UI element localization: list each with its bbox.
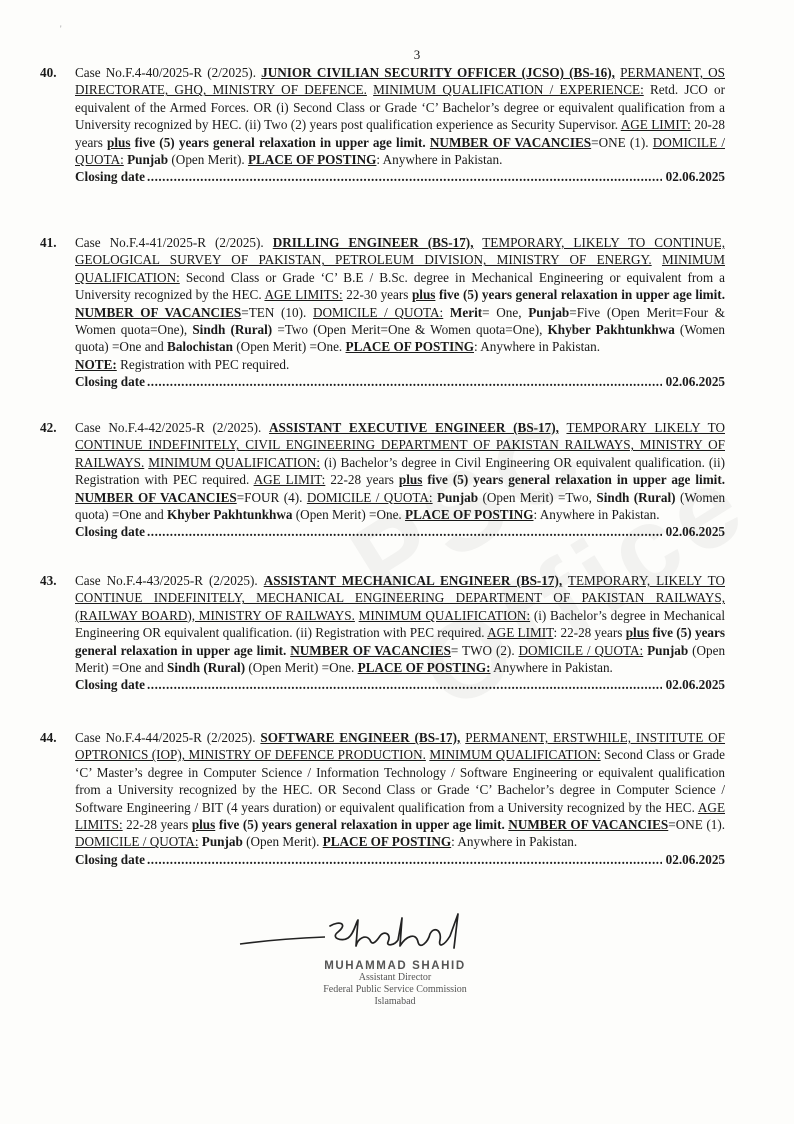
quota-detail: = One, bbox=[482, 304, 522, 320]
post-title: ASSISTANT MECHANICAL ENGINEER (BS-17), bbox=[263, 573, 563, 588]
qualification-label: MINIMUM QUALIFICATION: bbox=[148, 454, 321, 470]
entry-number: 41. bbox=[40, 235, 57, 250]
vacancies-text: =FOUR (4). bbox=[236, 489, 303, 505]
closing-label: Closing date bbox=[75, 851, 145, 867]
leader-dots bbox=[147, 676, 662, 693]
quota-detail: (Open Merit) =One. bbox=[248, 660, 355, 676]
quota-region: Sindh (Rural) bbox=[167, 660, 246, 676]
domicile-label: DOMICILE / QUOTA: bbox=[75, 134, 725, 168]
domicile-bold: Punjab bbox=[127, 152, 169, 168]
vacancies-label: NUMBER OF VACANCIES bbox=[290, 642, 451, 658]
plus-word: plus bbox=[625, 625, 650, 641]
closing-row bbox=[75, 676, 725, 693]
vacancy-entry-40 bbox=[40, 64, 725, 186]
age-text: 22-30 years bbox=[346, 287, 409, 303]
posting-text: : Anywhere in Pakistan. bbox=[533, 507, 660, 523]
relaxation-text: five (5) years general relaxation in upper age limit. bbox=[218, 817, 505, 833]
corner-mark: ' bbox=[60, 24, 62, 34]
quota-region: Balochistan bbox=[167, 339, 233, 355]
closing-row bbox=[75, 851, 725, 868]
age-label: AGE LIMIT: bbox=[253, 472, 326, 488]
closing-date: 02.06.2025 bbox=[665, 851, 725, 867]
relaxation-text: five (5) years general relaxation in upper age limit. bbox=[427, 472, 726, 488]
vacancy-entry-42 bbox=[40, 419, 725, 541]
signatory-city: Islamabad bbox=[374, 996, 416, 1007]
qualification-text: (i) Bachelor’s degree in Mechanical Engineering OR equivalent qualification. (ii) Registration with PEC required. bbox=[75, 607, 725, 641]
leader-dots bbox=[147, 523, 662, 540]
closing-row bbox=[75, 523, 725, 540]
quota-detail: (Open Merit) =One and bbox=[75, 642, 726, 676]
closing-label: Closing date bbox=[75, 524, 145, 540]
post-title: DRILLING ENGINEER (BS-17), bbox=[272, 235, 474, 250]
quota-detail: (Open Merit) =Two, bbox=[482, 489, 592, 505]
domicile-label: DOMICILE / QUOTA: bbox=[312, 304, 444, 320]
note-row bbox=[75, 356, 725, 373]
qualification-text: Retd. JCO or equivalent of the Armed Forces. OR (i) Second Class or Grade ‘C’ Bachelor’s degree or equivalent qualification from a University recognized by HEC. (ii) Two (2) years post qualification experience as Security Supervisor. bbox=[75, 82, 726, 133]
posting-label: PLACE OF POSTING bbox=[405, 507, 534, 523]
post-title: SOFTWARE ENGINEER (BS-17), bbox=[260, 730, 461, 745]
posting-text: Anywhere in Pakistan. bbox=[493, 660, 613, 676]
note-label: NOTE: bbox=[75, 356, 117, 372]
plus-word: plus bbox=[398, 472, 423, 488]
posting-label: PLACE OF POSTING bbox=[345, 339, 474, 355]
closing-label: Closing date bbox=[75, 374, 145, 390]
qualification-text: Second Class or Grade ‘C’ B.E / B.Sc. degree in Mechanical Engineering or equivalent from a University recognized by the HEC. bbox=[75, 269, 726, 303]
department: PERMANENT, ERSTWHILE, INSTITUTE OF OPTRONICS (IOP), MINISTRY OF DEFENCE PRODUCTION. bbox=[75, 730, 726, 763]
signature-block bbox=[230, 912, 530, 1008]
age-label: AGE LIMIT: bbox=[620, 117, 691, 133]
vacancy-entry-41 bbox=[40, 234, 725, 391]
vacancies-text: =ONE (1). bbox=[591, 134, 649, 150]
domicile-text: (Open Merit). bbox=[171, 152, 245, 168]
vacancy-entry-44 bbox=[40, 729, 725, 868]
age-text: 22-28 years bbox=[126, 817, 189, 833]
age-text: : 22-28 years bbox=[553, 625, 623, 641]
quota-region: Punjab bbox=[437, 489, 479, 505]
qualification-label: MINIMUM QUALIFICATION: bbox=[75, 252, 725, 285]
relaxation-text: five (5) years general relaxation in upper age limit. bbox=[134, 134, 426, 150]
closing-label: Closing date bbox=[75, 169, 145, 185]
vacancy-entry-43 bbox=[40, 572, 725, 694]
leader-dots bbox=[147, 373, 662, 390]
department: TEMPORARY, LIKELY TO CONTINUE, GEOLOGICAL SURVEY OF PAKISTAN, PETROLEUM DIVISION, MINISTRY OF ENERGY. bbox=[75, 235, 725, 268]
quota-detail: =Two (Open Merit=One & Women quota=One), bbox=[277, 322, 543, 338]
posting-text: : Anywhere in Pakistan. bbox=[451, 834, 578, 850]
vacancies-text: = TWO (2). bbox=[450, 642, 515, 658]
quota-region: Sindh (Rural) bbox=[192, 322, 273, 338]
closing-row bbox=[75, 168, 725, 185]
leader-dots bbox=[147, 851, 662, 868]
leader-dots bbox=[147, 168, 662, 185]
signatory-organization: Federal Public Service Commission bbox=[323, 984, 467, 995]
plus-word: plus bbox=[411, 287, 436, 303]
qualification-label: MINIMUM QUALIFICATION: bbox=[358, 607, 531, 623]
domicile-label: DOMICILE / QUOTA: bbox=[75, 834, 199, 850]
closing-date: 02.06.2025 bbox=[665, 677, 725, 693]
qualification-label: MINIMUM QUALIFICATION / EXPERIENCE: bbox=[373, 82, 644, 98]
entry-number: 44. bbox=[40, 730, 57, 745]
age-label: AGE LIMITS: bbox=[264, 287, 343, 303]
qualification-label: MINIMUM QUALIFICATION: bbox=[429, 747, 601, 763]
posting-text: : Anywhere in Pakistan. bbox=[474, 339, 600, 355]
post-title: ASSISTANT EXECUTIVE ENGINEER (BS-17), bbox=[269, 420, 559, 435]
quota-region: Punjab bbox=[528, 304, 570, 320]
closing-date: 02.06.2025 bbox=[665, 524, 725, 540]
closing-date: 02.06.2025 bbox=[665, 374, 725, 390]
quota-region: Khyber Pakhtunkhwa bbox=[547, 322, 675, 338]
vacancies-label: NUMBER OF VACANCIES bbox=[508, 817, 669, 833]
signatory-name: MUHAMMAD SHAHID bbox=[324, 960, 466, 972]
entry-number: 40. bbox=[40, 65, 57, 80]
vacancies-text: =TEN (10). bbox=[241, 304, 307, 320]
quota-region: Sindh (Rural) bbox=[596, 489, 676, 505]
quota-detail: (Open Merit) =One. bbox=[236, 339, 343, 355]
quota-detail: (Open Merit) =One. bbox=[295, 507, 402, 523]
signatory-title: Assistant Director bbox=[358, 972, 432, 983]
department: PERMANENT, OS DIRECTORATE, GHQ, MINISTRY OF DEFENCE. bbox=[75, 65, 725, 98]
relaxation-text: five (5) years general relaxation in upper age limit. bbox=[438, 287, 725, 303]
domicile-label: DOMICILE / QUOTA: bbox=[518, 642, 644, 658]
post-title: JUNIOR CIVILIAN SECURITY OFFICER (JCSO) (BS-16), bbox=[261, 65, 615, 80]
plus-word: plus bbox=[191, 817, 216, 833]
quota-region: Khyber Pakhtunkhwa bbox=[167, 507, 293, 523]
closing-date: 02.06.2025 bbox=[665, 169, 725, 185]
closing-row bbox=[75, 373, 725, 390]
domicile-bold: Punjab bbox=[201, 834, 243, 850]
domicile-text: (Open Merit). bbox=[246, 834, 320, 850]
case-number: Case No.F.4-41/2025-R (2/2025). bbox=[75, 235, 264, 250]
department: TEMPORARY LIKELY TO CONTINUE INDEFINITELY, CIVIL ENGINEERING DEPARTMENT OF PAKISTAN RAILWAYS, MINISTRY OF RAILWAYS. bbox=[75, 420, 725, 470]
department: TEMPORARY, LIKELY TO CONTINUE INDEFINITELY, MECHANICAL ENGINEERING DEPARTMENT OF PAKISTAN RAILWAYS, (RAILWAY BOARD), MINISTRY OF RAILWAYS. bbox=[75, 573, 725, 623]
domicile-label: DOMICILE / QUOTA: bbox=[306, 489, 433, 505]
note-text: Registration with PEC required. bbox=[120, 356, 290, 372]
vacancies-label: NUMBER OF VACANCIES bbox=[429, 134, 592, 150]
plus-word: plus bbox=[107, 134, 131, 150]
qualification-text: (i) Bachelor’s degree in Civil Engineering OR equivalent qualification. (ii) Registration with PEC required. bbox=[75, 454, 726, 488]
entry-number: 42. bbox=[40, 420, 57, 435]
age-text: 22-28 years bbox=[330, 472, 394, 488]
quota-region: Punjab bbox=[647, 642, 689, 658]
page-number: 3 bbox=[413, 47, 421, 62]
vacancies-label: NUMBER OF VACANCIES bbox=[75, 489, 237, 505]
posting-label: PLACE OF POSTING bbox=[247, 152, 377, 168]
vacancies-label: NUMBER OF VACANCIES bbox=[75, 304, 242, 320]
case-number: Case No.F.4-42/2025-R (2/2025). bbox=[75, 420, 262, 435]
closing-label: Closing date bbox=[75, 677, 145, 693]
relaxation-text: five (5) years general relaxation in upper age limit. bbox=[75, 625, 726, 658]
case-number: Case No.F.4-40/2025-R (2/2025). bbox=[75, 65, 257, 80]
quota-detail: (Women quota) =One and bbox=[75, 489, 726, 523]
handwritten-signature bbox=[230, 912, 490, 962]
age-label: AGE LIMITS: bbox=[75, 799, 725, 833]
posting-text: : Anywhere in Pakistan. bbox=[376, 152, 503, 168]
case-number: Case No.F.4-44/2025-R (2/2025). bbox=[75, 730, 256, 745]
quota-detail: =Five (Open Merit=Four & Women quota=One), bbox=[75, 304, 726, 338]
posting-label: PLACE OF POSTING: bbox=[357, 660, 491, 676]
qualification-text: Second Class or Grade ‘C’ Master’s degree in Computer Science / Information Technology / Software Engineering or equivalent qualification from a University recognized by the HEC. OR Second Class or Grade ‘C’ Bachelor’s degree in Computer Science / Software Engineering / BIT (4 years duration) or equivalent qualification from a University recognized by the HEC. bbox=[75, 747, 725, 815]
case-number: Case No.F.4-43/2025-R (2/2025). bbox=[75, 573, 258, 588]
entry-number: 43. bbox=[40, 573, 57, 588]
age-label: AGE LIMIT bbox=[487, 625, 554, 641]
posting-label: PLACE OF POSTING bbox=[322, 834, 452, 850]
vacancies-text: =ONE (1). bbox=[668, 817, 726, 833]
quota-region: Merit bbox=[449, 304, 483, 320]
age-text: 20-28 years bbox=[75, 117, 726, 150]
quota-detail: (Women quota) =One and bbox=[75, 322, 726, 355]
